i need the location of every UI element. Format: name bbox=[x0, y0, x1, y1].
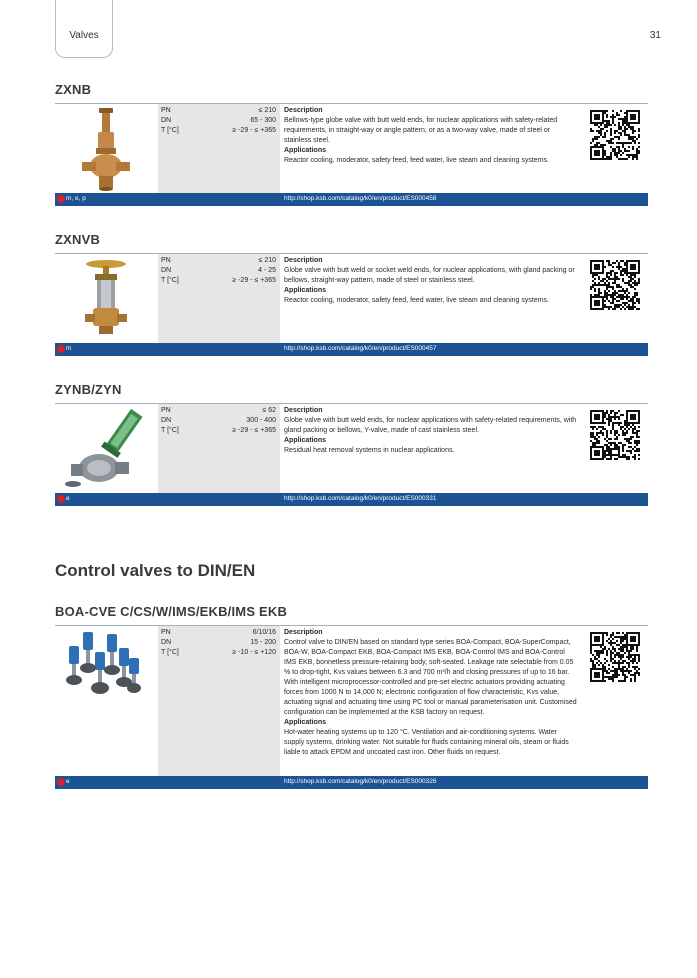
product-image bbox=[55, 404, 158, 494]
description-heading: Description bbox=[284, 107, 323, 114]
applications-text: Reactor cooling, moderator, safety feed, feed water, live steam and cleaning systems. bbox=[284, 157, 549, 164]
spec-label-t: T [°C] bbox=[161, 127, 179, 134]
section-tab-label: Valves bbox=[69, 30, 99, 41]
description-heading: Description bbox=[284, 629, 323, 636]
qr-code-icon[interactable] bbox=[590, 260, 640, 310]
material-badge: e bbox=[66, 495, 70, 502]
material-dot-icon bbox=[57, 345, 65, 353]
product-footer-bar bbox=[55, 343, 648, 356]
spec-label-dn: DN bbox=[161, 639, 172, 646]
product-footer-bar bbox=[55, 193, 648, 206]
applications-heading: Applications bbox=[284, 719, 327, 726]
spec-label-dn: DN bbox=[161, 267, 172, 274]
bronze-globe-valve-image bbox=[55, 104, 158, 194]
spec-value-dn: 4 - 25 bbox=[258, 267, 276, 274]
description-block bbox=[284, 104, 578, 166]
product-zxnvb bbox=[55, 232, 648, 358]
material-dot-icon bbox=[57, 495, 65, 503]
material-badge: e bbox=[66, 778, 70, 785]
spec-value-pn: ≤ 210 bbox=[258, 107, 276, 114]
spec-label-dn: DN bbox=[161, 417, 172, 424]
applications-text: Residual heat removal systems in nuclear applications. bbox=[284, 447, 455, 454]
material-badge: m, e, p bbox=[66, 195, 86, 202]
page-number: 31 bbox=[649, 30, 661, 41]
spec-value-dn: 65 - 300 bbox=[250, 117, 276, 124]
spec-label-pn: PN bbox=[161, 107, 171, 114]
description-block bbox=[284, 254, 578, 306]
spec-label-t: T [°C] bbox=[161, 427, 179, 434]
spec-value-t: ≥ -29 - ≤ +365 bbox=[232, 277, 276, 284]
qr-code-icon[interactable] bbox=[590, 410, 640, 460]
applications-heading: Applications bbox=[284, 147, 327, 154]
product-title: ZXNB bbox=[55, 82, 92, 97]
product-footer-bar bbox=[55, 493, 648, 506]
description-block bbox=[284, 404, 578, 456]
description-text: Control valve to DIN/EN based on standard type series BOA-Compact, BOA-SuperCompact, BOA-W, BOA-Compact EKB, BOA-Compact IMS EKB, BOA-Control IMS and BOA-Control IMS EKB, bonnetless pressure-retaining body, soft-seated. Leakage rate selectable from 0.05 % to drop-tight, Kvs values between 6.3 and 700 m³/h and closing pressures of up to 16 bar. With intelligent microprocessor-controlled and pre-set electric actuators providing actuating forces from 1000 N to 14,000 N; electronic configuration of flow characteristic, Kvs value, actuating signal and actuating time using PC tool or manual parameterisation unit. Customised configuration can be implemented at the KSB factory on request. bbox=[284, 639, 577, 716]
product-image bbox=[55, 104, 158, 194]
section-heading: Control valves to DIN/EN bbox=[55, 561, 256, 580]
spec-label-dn: DN bbox=[161, 117, 172, 124]
spec-label-pn: PN bbox=[161, 257, 171, 264]
product-link[interactable]: http://shop.ksb.com/catalog/k0/en/product/ES000457 bbox=[284, 345, 437, 352]
spec-table bbox=[158, 104, 280, 194]
spec-value-dn: 300 - 400 bbox=[246, 417, 276, 424]
spec-label-pn: PN bbox=[161, 407, 171, 414]
spec-table bbox=[158, 626, 280, 776]
spec-value-t: ≥ -29 - ≤ +365 bbox=[232, 427, 276, 434]
product-link[interactable]: http://shop.ksb.com/catalog/k0/en/product/ES000458 bbox=[284, 195, 437, 202]
material-dot-icon bbox=[57, 778, 65, 786]
material-dot-icon bbox=[57, 195, 65, 203]
applications-heading: Applications bbox=[284, 287, 327, 294]
qr-code-icon[interactable] bbox=[590, 632, 640, 682]
product-title: BOA-CVE C/CS/W/IMS/EKB/IMS EKB bbox=[55, 604, 288, 619]
product-link[interactable]: http://shop.ksb.com/catalog/k0/en/product/ES000331 bbox=[284, 495, 437, 502]
product-footer-bar bbox=[55, 776, 648, 789]
spec-value-pn: ≤ 210 bbox=[258, 257, 276, 264]
spec-value-pn: 6/10/16 bbox=[252, 629, 276, 636]
control-valve-group-image bbox=[55, 626, 158, 726]
description-heading: Description bbox=[284, 257, 323, 264]
product-title: ZYNB/ZYN bbox=[55, 382, 122, 397]
spec-value-pn: ≤ 62 bbox=[262, 407, 276, 414]
product-image bbox=[55, 254, 158, 344]
spec-label-t: T [°C] bbox=[161, 277, 179, 284]
material-badge: m bbox=[66, 345, 72, 352]
spec-value-dn: 15 - 200 bbox=[250, 639, 276, 646]
product-image bbox=[55, 626, 158, 776]
description-text: Globe valve with butt weld ends, for nuclear applications with safety-related requirements, with gland packing or bellows, Y-valve, made of cast stainless steel. bbox=[284, 417, 577, 434]
socket-globe-valve-image bbox=[55, 254, 158, 344]
spec-value-t: ≥ -29 - ≤ +365 bbox=[232, 127, 276, 134]
spec-value-t: ≥ -10 - ≤ +120 bbox=[232, 649, 276, 656]
spec-table bbox=[158, 254, 280, 344]
applications-heading: Applications bbox=[284, 437, 327, 444]
section-tab bbox=[55, 0, 113, 58]
y-valve-image bbox=[55, 404, 158, 494]
product-link[interactable]: http://shop.ksb.com/catalog/k0/en/product/ES000326 bbox=[284, 778, 437, 785]
description-text: Globe valve with butt weld or socket weld ends, for nuclear applications, with gland packing or bellows, straight-way pattern, made of steel or stainless steel. bbox=[284, 267, 575, 284]
applications-text: Hot-water heating systems up to 120 °C. Ventilation and air-conditioning systems. Water supply systems, drinking water. Not suitable for fluids containing mineral oils, steam or fluids liable to attack EPDM and uncoated cast iron. Other fluids on request. bbox=[284, 729, 569, 756]
product-title: ZXNVB bbox=[55, 232, 101, 247]
product-zynb-zyn bbox=[55, 382, 648, 508]
spec-label-pn: PN bbox=[161, 629, 171, 636]
spec-table bbox=[158, 404, 280, 494]
spec-label-t: T [°C] bbox=[161, 649, 179, 656]
description-text: Bellows-type globe valve with butt weld ends, for nuclear applications with safety-related requirements, in straight-way or angle pattern, or as a two-way valve, made of steel or stainless steel. bbox=[284, 117, 558, 144]
applications-text: Reactor cooling, moderator, safety feed, feed water, live steam and cleaning systems. bbox=[284, 297, 549, 304]
description-block bbox=[284, 626, 578, 758]
qr-code-icon[interactable] bbox=[590, 110, 640, 160]
product-zxnb bbox=[55, 82, 648, 208]
product-boa-cve bbox=[55, 604, 648, 790]
description-heading: Description bbox=[284, 407, 323, 414]
